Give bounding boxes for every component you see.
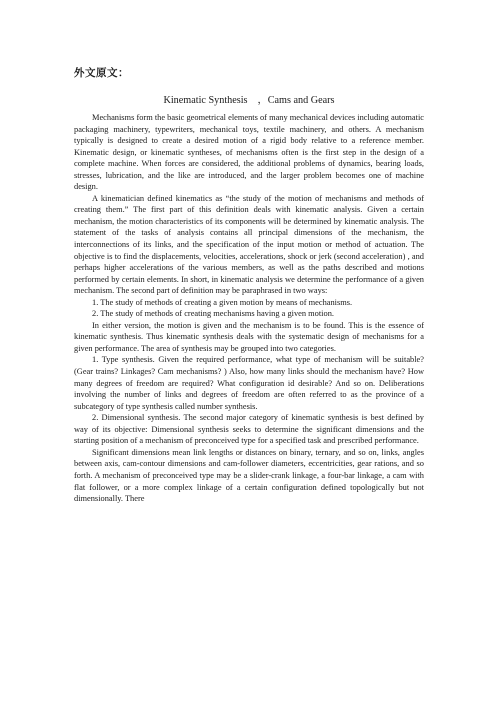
paragraph-synthesis: In either version, the motion is given and the mechanism is to be found. This is the essence of kinematic synthesis. Thus kinematic synthesis deals with the systematic design of mechanisms for a given performance. The area of synthesis may be grouped into two categories.	[74, 320, 424, 353]
document-page	[74, 66, 424, 505]
list-item-1: 1. The study of methods of creating a given motion by means of mechanisms.	[92, 297, 353, 307]
title-main: Kinematic Synthesis	[163, 95, 248, 106]
title-sub: Cams and Gears	[267, 95, 335, 106]
section-heading: 外文原文：	[74, 67, 129, 79]
document-title	[74, 94, 424, 108]
paragraph-type-synthesis: 1. Type synthesis. Given the required performance, what type of mechanism will be suitable? (Gear trains? Linkages? Cam mechanisms? ) Also, how many links should the mechanism have? How many degrees of freedom are required? What configuration id desirable? And so on. Deliberations involving the number of links and degrees of freedom are often referred to as the province of a subcategory of type synthesis called number synthesis.	[74, 355, 424, 411]
paragraph-dimensional-synthesis: 2. Dimensional synthesis. The second major category of kinematic synthesis is best defined by way of its objective: Dimensional synthesis seeks to determine the significant dimensions and the starting position of a mechanism of preconceived type for a specified task and prescribed performance.	[74, 413, 424, 446]
list-item-2: 2. The study of methods of creating mechanisms having a given motion.	[92, 309, 334, 319]
paragraph-intro: Mechanisms form the basic geometrical elements of many mechanical devices including automatic packaging machinery, typewriters, mechanical toys, textile machinery, and others. A mechanism typically is designed to create a desired motion of a rigid body relative to a reference member. Kinematic design, or kinematic syntheses, of mechanisms often is the first step in the design of a complete machine. When forces are considered, the additional problems of dynamics, bearing loads, stresses, lubrication, and the like are introduced, and the larger problem becomes one of machine design.	[74, 113, 424, 192]
paragraph-definition: A kinematician defined kinematics as “the study of the motion of mechanisms and methods of creating them.” The first part of this definition deals with kinematic analysis. Given a certain mechanism, the motion characteristics of its components will be determined by kinematic analysis. The statement of the tasks of analysis contains all principal dimensions of the mechanism, the interconnections of its links, and the specification of the input motion or method of actuation. The objective is to find the displacements, velocities, accelerations, shock or jerk (second acceleration) , and perhaps higher accelerations of the various members, as well as the paths described and motions performed by certain elements. In short, in kinematic analysis we determine the performance of a given mechanism. The second part of definition may be paraphrased in two ways:	[74, 193, 424, 296]
title-comma: ，	[257, 95, 268, 106]
paragraph-significant-dimensions: Significant dimensions mean link lengths or distances on binary, ternary, and so on, links, angles between axis, cam-contour dimensions and cam-follower diameters, eccentricities, gear rations, and so forth. A mechanism of preconceived type may be a slider-crank linkage, a four-bar linkage, a cam with flat follower, or a more complex linkage of a certain configuration defined topologically but not dimensionally. There	[74, 447, 424, 504]
